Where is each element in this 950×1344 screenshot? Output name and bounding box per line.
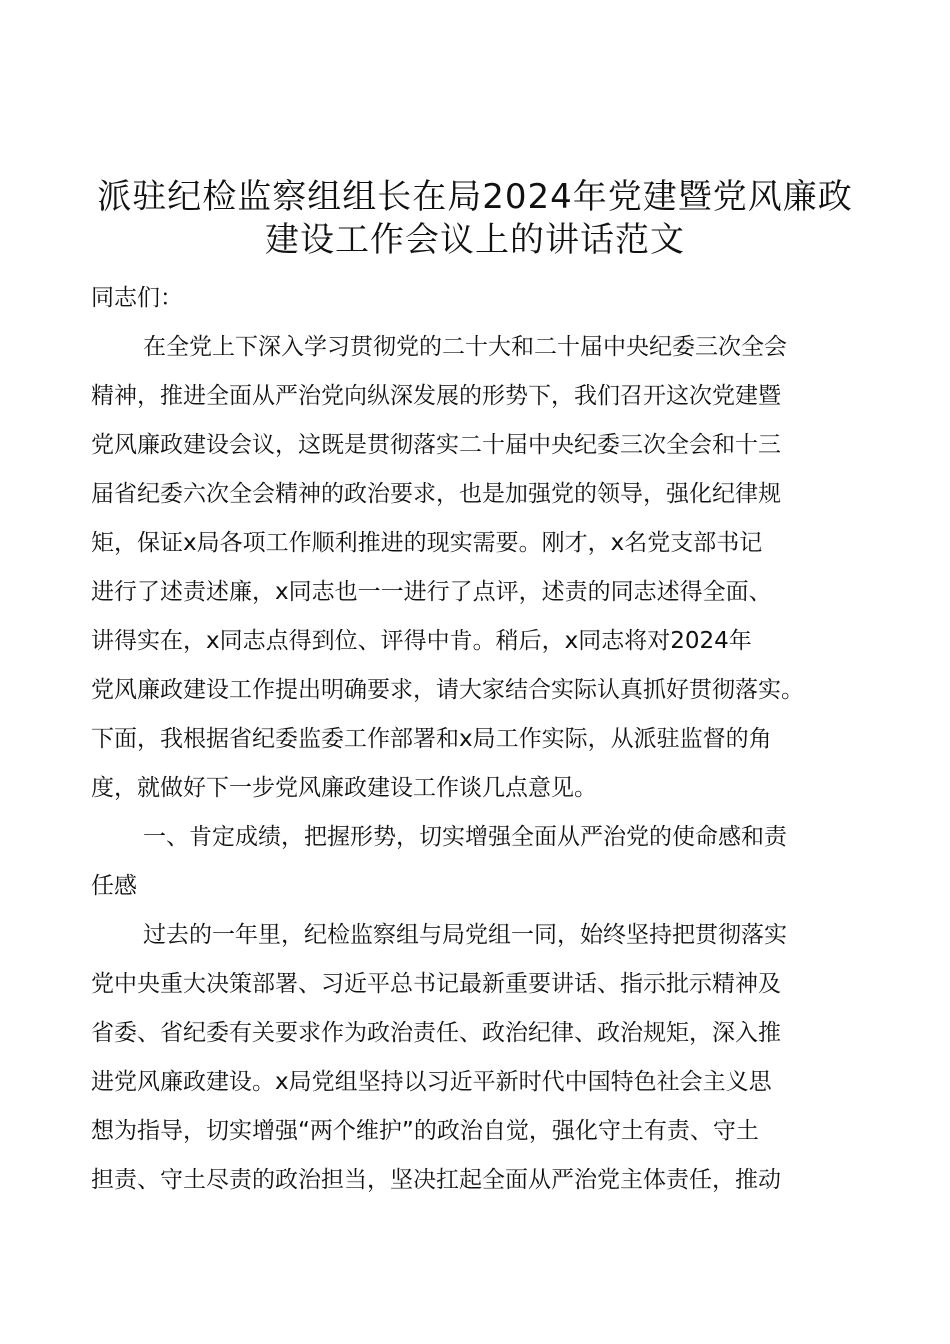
- paragraph-1-line: 精神，推进全面从严治党向纵深发展的形势下，我们召开这次党建暨: [91, 383, 781, 409]
- paragraph-1-line: 党风廉政建设会议，这既是贯彻落实二十届中央纪委三次全会和十三: [91, 432, 781, 458]
- paragraph-2-line: 担责、守土尽责的政治担当，坚决扛起全面从严治党主体责任，推动: [91, 1167, 781, 1193]
- paragraph-2-line: 过去的一年里，纪检监察组与局党组一同，始终坚持把贯彻落实: [143, 922, 787, 948]
- paragraph-1-line: 进行了述责述廉，x同志也一一进行了点评，述责的同志述得全面、: [91, 579, 772, 605]
- paragraph-1-line: 讲得实在，x同志点得到位、评得中肯。稍后，x同志将对2024年: [91, 628, 752, 654]
- paragraph-1-line: 党风廉政建设工作提出明确要求，请大家结合实际认真抓好贯彻落实。: [91, 677, 804, 703]
- section-heading-1-line: 一、肯定成绩，把握形势，切实增强全面从严治党的使命感和责: [143, 824, 787, 850]
- paragraph-1-line: 下面，我根据省纪委监委工作部署和x局工作实际，从派驻监督的角: [91, 726, 772, 752]
- paragraph-1-line: 矩，保证x局各项工作顺利推进的现实需要。刚才，x名党支部书记: [91, 530, 763, 556]
- paragraph-2-line: 党中央重大决策部署、习近平总书记最新重要讲话、指示批示精神及: [91, 971, 781, 997]
- paragraph-2-line: 想为指导，切实增强“两个维护”的政治自觉，强化守土有责、守土: [91, 1118, 759, 1144]
- paragraph-2-line: 省委、省纪委有关要求作为政治责任、政治纪律、政治规矩，深入推: [91, 1020, 781, 1046]
- salutation: 同志们：: [91, 285, 183, 311]
- paragraph-2-line: 进党风廉政建设。x局党组坚持以习近平新时代中国特色社会主义思: [91, 1069, 772, 1095]
- document-title-line-2: 建设工作会议上的讲话范文: [265, 220, 685, 260]
- section-heading-1-line: 任感: [91, 873, 137, 899]
- document-body: [91, 274, 871, 1205]
- paragraph-1-line: 度，就做好下一步党风廉政建设工作谈几点意见。: [91, 775, 597, 801]
- paragraph-1-line: 在全党上下深入学习贯彻党的二十大和二十届中央纪委三次全会: [143, 334, 787, 360]
- paragraph-1-line: 届省纪委六次全会精神的政治要求，也是加强党的领导，强化纪律规: [91, 481, 781, 507]
- document-title-line-1: 派驻纪检监察组组长在局2024年党建暨党风廉政: [97, 177, 853, 217]
